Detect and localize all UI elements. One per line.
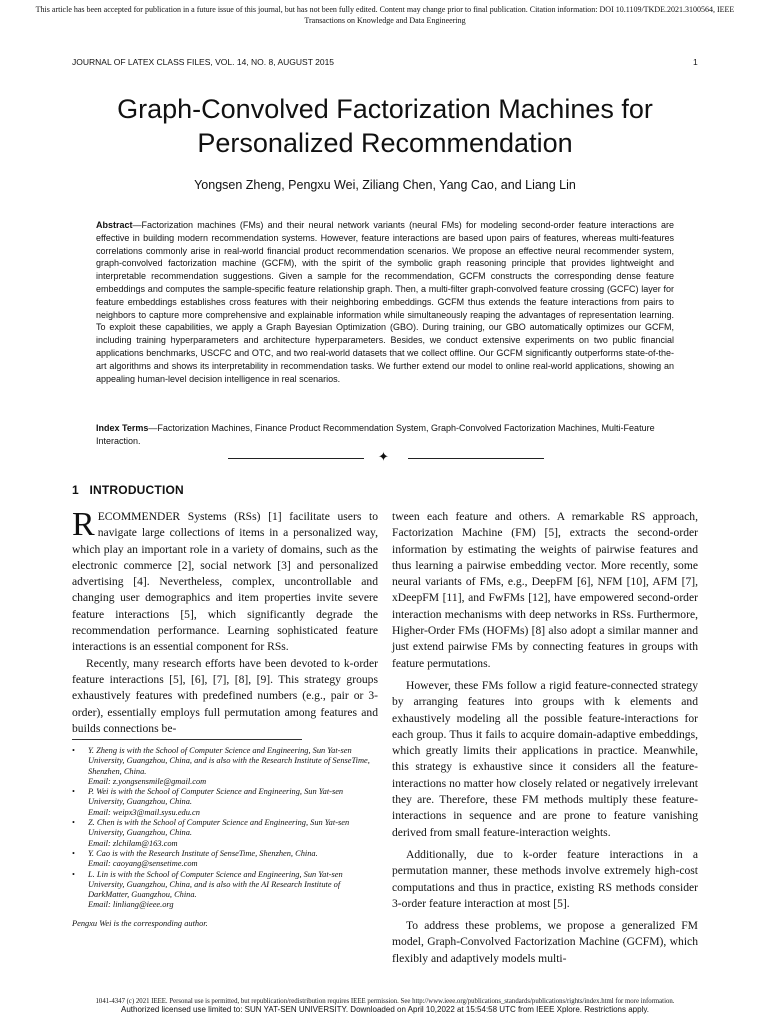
notice-line-1: This article has been accepted for publication in a future issue of this journal, but has not been fully edited. Content may change prior to final publication. Citation information: DOI 10.1109/TKDE.2021.3100564, IEEE (35, 5, 735, 14)
abstract (96, 219, 674, 385)
footnote-email: Email: weipx3@mail.sysu.edu.cn (88, 807, 200, 817)
section-title: INTRODUCTION (89, 483, 184, 497)
right-column (392, 509, 698, 967)
corresponding-author-note: Pengxu Wei is the corresponding author. (72, 918, 208, 928)
copyright-notice: 1041-4347 (c) 2021 IEEE. Personal use is permitted, but republication/redistribution requires IEEE permission. See http://www.ieee.org/publications_standards/publications/rights/index.html for more information. (95, 998, 675, 1005)
paper-title (40, 92, 730, 160)
right-paragraph-4: To address these problems, we propose a generalized FM model, Graph-Convolved Factorization Machine (GCFM), which flexibly and adaptively models multi- (392, 919, 698, 965)
publication-notice (0, 4, 770, 26)
index-terms-text: —Factorization Machines, Finance Product Recommendation System, Graph-Convolved Factorization Machines, Multi-Feature Interaction. (96, 423, 655, 446)
footnote-rule (72, 739, 302, 740)
intro-paragraph-2: Recently, many research efforts have been devoted to k-order feature interactions [5], [6], [7], [8], [9]. This strategy groups exhaustively features with predefined numbers (e.g., pair or 3-order), essentially employs full permutation among features and builds connections be- (72, 656, 378, 735)
abstract-label: Abstract (96, 220, 133, 230)
abstract-text: —Factorization machines (FMs) and their neural network variants (neural FMs) for modeling second-order feature interactions are effective in building modern recommendation systems. However, feature interactions are based upon pairs of features, whereas multi-features correlations commonly arise in real-world financial product recommendation scenarios. We propose an effective neural recommender system, graph-convolved factorization machine (GCFM), with the spirit of the symbolic graph reasoning principle that provides lightweight and interpretable recommendation suggestions. Given a sample for the recommendation, GCFM constructs the corresponding dense feature embeddings and computes the sample-specific feature relationship graph. Then, a multi-filter graph-convolved feature crossing (GCFC) layer for feature embeddings establishes cross features with their neighboring embeddings. GCFM thus extends the feature interactions from pairs to neighbors to capture more comprehensive and explainable information while simultaneously reaping the advantages of representation learning. To exploit these capabilities, we apply a Graph Bayesian Optimization (GBO). During training, our GBO automatically optimizes our GCFM, including training hyperparameters and architecture hyperparameters. Besides, we conduct extensive experiments on two public financial applications benchmarks, USCFC and OTC, and two real-world datasets that we collect offline. Our GCFM significantly outperforms state-of-the-art algorithms and shows its interpretability in recommendation tasks. We further extend our model to online real-world applications, showing an appealing human-level decision intelligence in real scenarios. (96, 220, 674, 384)
footnote-item (72, 870, 378, 911)
page-number: 1 (693, 57, 698, 67)
right-paragraph-1: tween each feature and others. A remarkable RS approach, Factorization Machine (FM) [5], extracts the second-order information by estimating the weights of pairwise features and thus learning a pairwise embedding vector. More recently, some neural variants of FMs, e.g., DeepFM [6], NFM [10], AFM [7], xDeepFM [11], and FwFMs [12], have empowered second-order interaction mechanisms with deep networks in RSs. Furthermore, Higher-Order FMs (HOFMs) [8] also adopt a similar manner and just extend pairwise FMs by connecting features in groups with feature permutations. (392, 510, 698, 670)
footnote-email: Email: z.yongsensmile@gmail.com (88, 776, 207, 786)
index-terms-label: Index Terms (96, 423, 149, 433)
intro-paragraph-1-text: ECOMMENDER Systems (RSs) [1] facilitate users to navigate large collections of items in a personalized way, which play an important role in a variety of domains, such as the electronic commerce [2], social network [3] and personalized advertising [4]. Nevertheless, complex, uncontrollable and changing user demographics and item properties invite severe feature interactions [5], which significantly degrade the recommendation performance. Learning sophisticated feature interactions is an essential component for RSs. (72, 510, 378, 654)
footnote-email: Email: zlchilam@163.com (88, 838, 178, 848)
footnote-item (72, 849, 378, 870)
footnote-item (72, 746, 378, 787)
left-column (72, 506, 378, 737)
separator-rule-right (408, 458, 544, 459)
section-heading (72, 483, 184, 497)
footnote-affiliation: • P. Wei is with the School of Computer Science and Engineering, Sun Yat-sen University, Guangzhou, China. (88, 787, 344, 807)
title-line-2: Personalized Recommendation (197, 128, 573, 158)
footnote-affiliation: • L. Lin is with the School of Computer Science and Engineering, Sun Yat-sen University, Guangzhou, China, and is also with the AI Research Institute of DarkMatter, Guangzhou, China. (88, 869, 343, 900)
index-terms (96, 422, 674, 448)
footnote-affiliation: • Z. Chen is with the School of Computer Science and Engineering, Sun Yat-sen University, Guangzhou, China. (88, 818, 350, 838)
author-footnotes (72, 746, 378, 929)
footnote-affiliation: • Y. Cao is with the Research Institute of SenseTime, Shenzhen, China. (88, 848, 318, 858)
footnote-affiliation: • Y. Zheng is with the School of Computer Science and Engineering, Sun Yat-sen University, Guangzhou, China, and is also with the Research Institute of SenseTime, Shenzhen, China. (88, 746, 370, 776)
separator-diamond-icon: ✦ (378, 449, 389, 464)
download-notice: Authorized licensed use limited to: SUN YAT-SEN UNIVERSITY. Downloaded on April 10,2022 at 15:54:58 UTC from IEEE Xplore. Restrictions apply. (121, 1005, 649, 1014)
footnote-email: Email: caoyang@sensetime.com (88, 859, 198, 869)
notice-line-2: Transactions on Knowledge and Data Engineering (304, 16, 466, 25)
intro-paragraph-1 (72, 506, 378, 656)
footnote-item (72, 818, 378, 849)
footnote-email: Email: linliang@ieee.org (88, 900, 174, 910)
running-head: JOURNAL OF LATEX CLASS FILES, VOL. 14, NO. 8, AUGUST 2015 (72, 57, 335, 67)
author-list: Yongsen Zheng, Pengxu Wei, Ziliang Chen, Yang Cao, and Liang Lin (194, 178, 576, 192)
right-paragraph-3: Additionally, due to k-order feature interactions in a permutation manner, these methods involve extremely high-cost computations and thus in practice, existing RS methods consider 3-order feature interaction at most [5]. (392, 847, 698, 910)
title-line-1: Graph-Convolved Factorization Machines for (117, 94, 653, 124)
separator-rule-left (228, 458, 364, 459)
footnote-item (72, 787, 378, 818)
drop-cap: R (72, 506, 95, 543)
right-paragraph-2: However, these FMs follow a rigid feature-connected strategy by arranging features into groups with k elements and exhaustively modeling all the possible feature-interactions for each group. Thus it fails to acquire domain-adaptive embeddings, which greatly limits their applications in practice. Meanwhile, this strategy is exhaustive since it considers all the feature-interactions no matter how closely related or negatively irrelevant they are. Therefore, these FM methods multiply these feature-interactions in sequence and are prone to feature vanishing derived from small feature-interaction weights. (392, 678, 698, 839)
section-number: 1 (72, 483, 79, 497)
